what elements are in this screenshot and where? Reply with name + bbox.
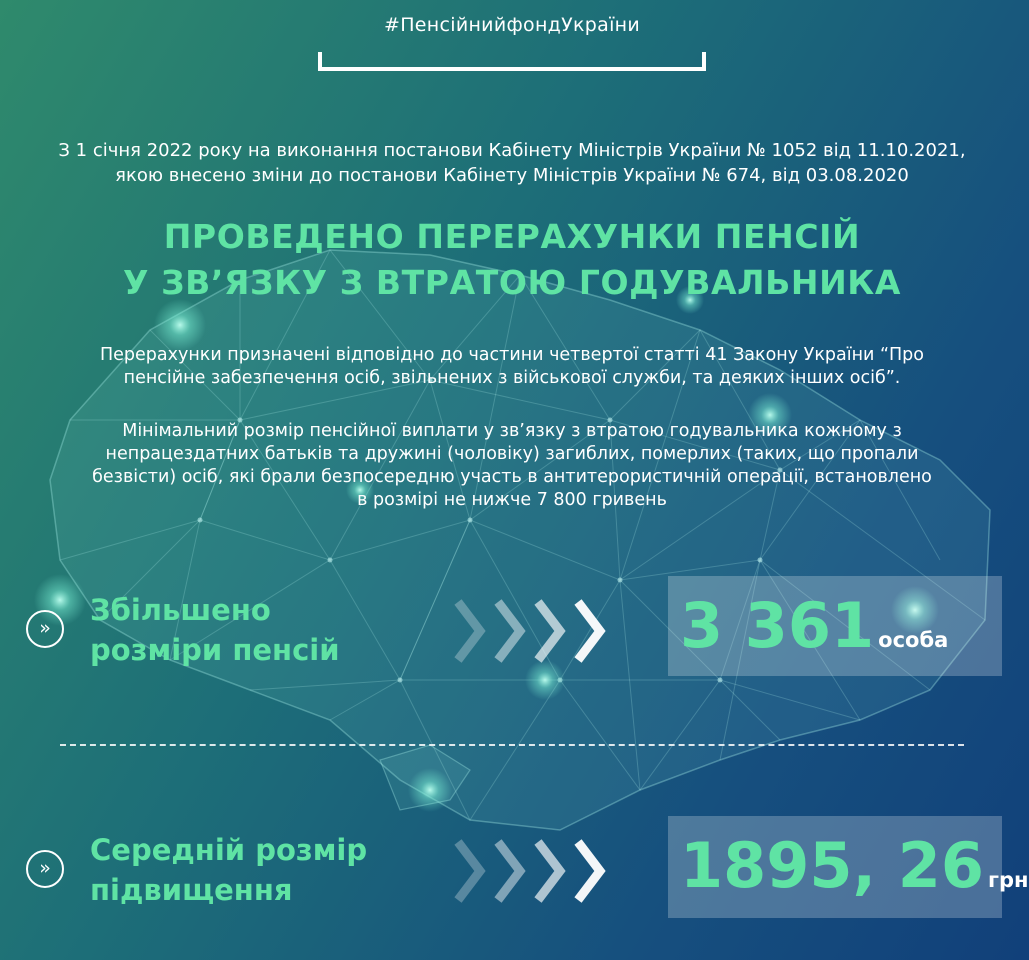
minimum-payment-paragraph xyxy=(60,420,964,512)
title-line: У ЗВ’ЯЗКУ З ВТРАТОЮ ГОДУВАЛЬНИКА xyxy=(122,263,902,302)
stat-value-box xyxy=(668,816,1029,918)
paragraph-line: пенсійне забезпечення осіб, звільнених з військової служби, та деяких інших осіб”. xyxy=(123,368,901,388)
paragraph-line: безвісти) осіб, які брали безпосередню участь в антитерористичній операції, встановлено xyxy=(92,467,932,487)
hashtag: #ПенсійнийфондУкраїни xyxy=(383,14,641,36)
paragraph-line: Мінімальний розмір пенсійної виплати у зв’язку з втратою годувальника кожному з xyxy=(122,421,902,441)
stat-label: Збільшено розміри пенсій xyxy=(90,593,340,667)
paragraph-line: в розмірі не нижче 7 800 гривень xyxy=(357,490,667,510)
stat-value-box xyxy=(668,576,1002,676)
dashed-divider xyxy=(60,744,964,746)
paragraph-line: Перерахунки призначені відповідно до частини четвертої статті 41 Закону України “Про xyxy=(100,345,924,365)
header-bracket-divider xyxy=(318,52,706,71)
stat-average-increase xyxy=(0,816,1029,926)
stat-increased-pensions xyxy=(0,576,1024,686)
intro-line: якою внесено зміни до постанови Кабінету Міністрів України № 674, від 03.08.2020 xyxy=(115,165,909,186)
stat-unit: грн xyxy=(987,868,1029,892)
legal-basis-paragraph xyxy=(60,344,964,390)
paragraph-line: непрацездатних батьків та дружині (чоловіку) загиблих, померлих (таких, що пропали xyxy=(105,444,919,464)
page-title xyxy=(40,214,984,306)
double-chevron-right-icon: » xyxy=(26,850,64,888)
stat-unit: особа xyxy=(878,628,949,652)
intro-line: З 1 січня 2022 року на виконання постанови Кабінету Міністрів України № 1052 від 11.10.2021, xyxy=(58,140,966,161)
stat-value: 3 361 особа xyxy=(680,589,949,662)
title-line: ПРОВЕДЕНО ПЕРЕРАХУНКИ ПЕНСІЙ xyxy=(163,217,861,256)
intro-text xyxy=(40,138,984,188)
stat-value: 1895, 26 грн xyxy=(680,829,1029,902)
stat-label: Середній розмір підвищення xyxy=(90,833,368,907)
double-chevron-right-icon: » xyxy=(26,610,64,648)
chevron-arrows-icon xyxy=(450,836,620,906)
chevron-arrows-icon xyxy=(450,596,620,666)
